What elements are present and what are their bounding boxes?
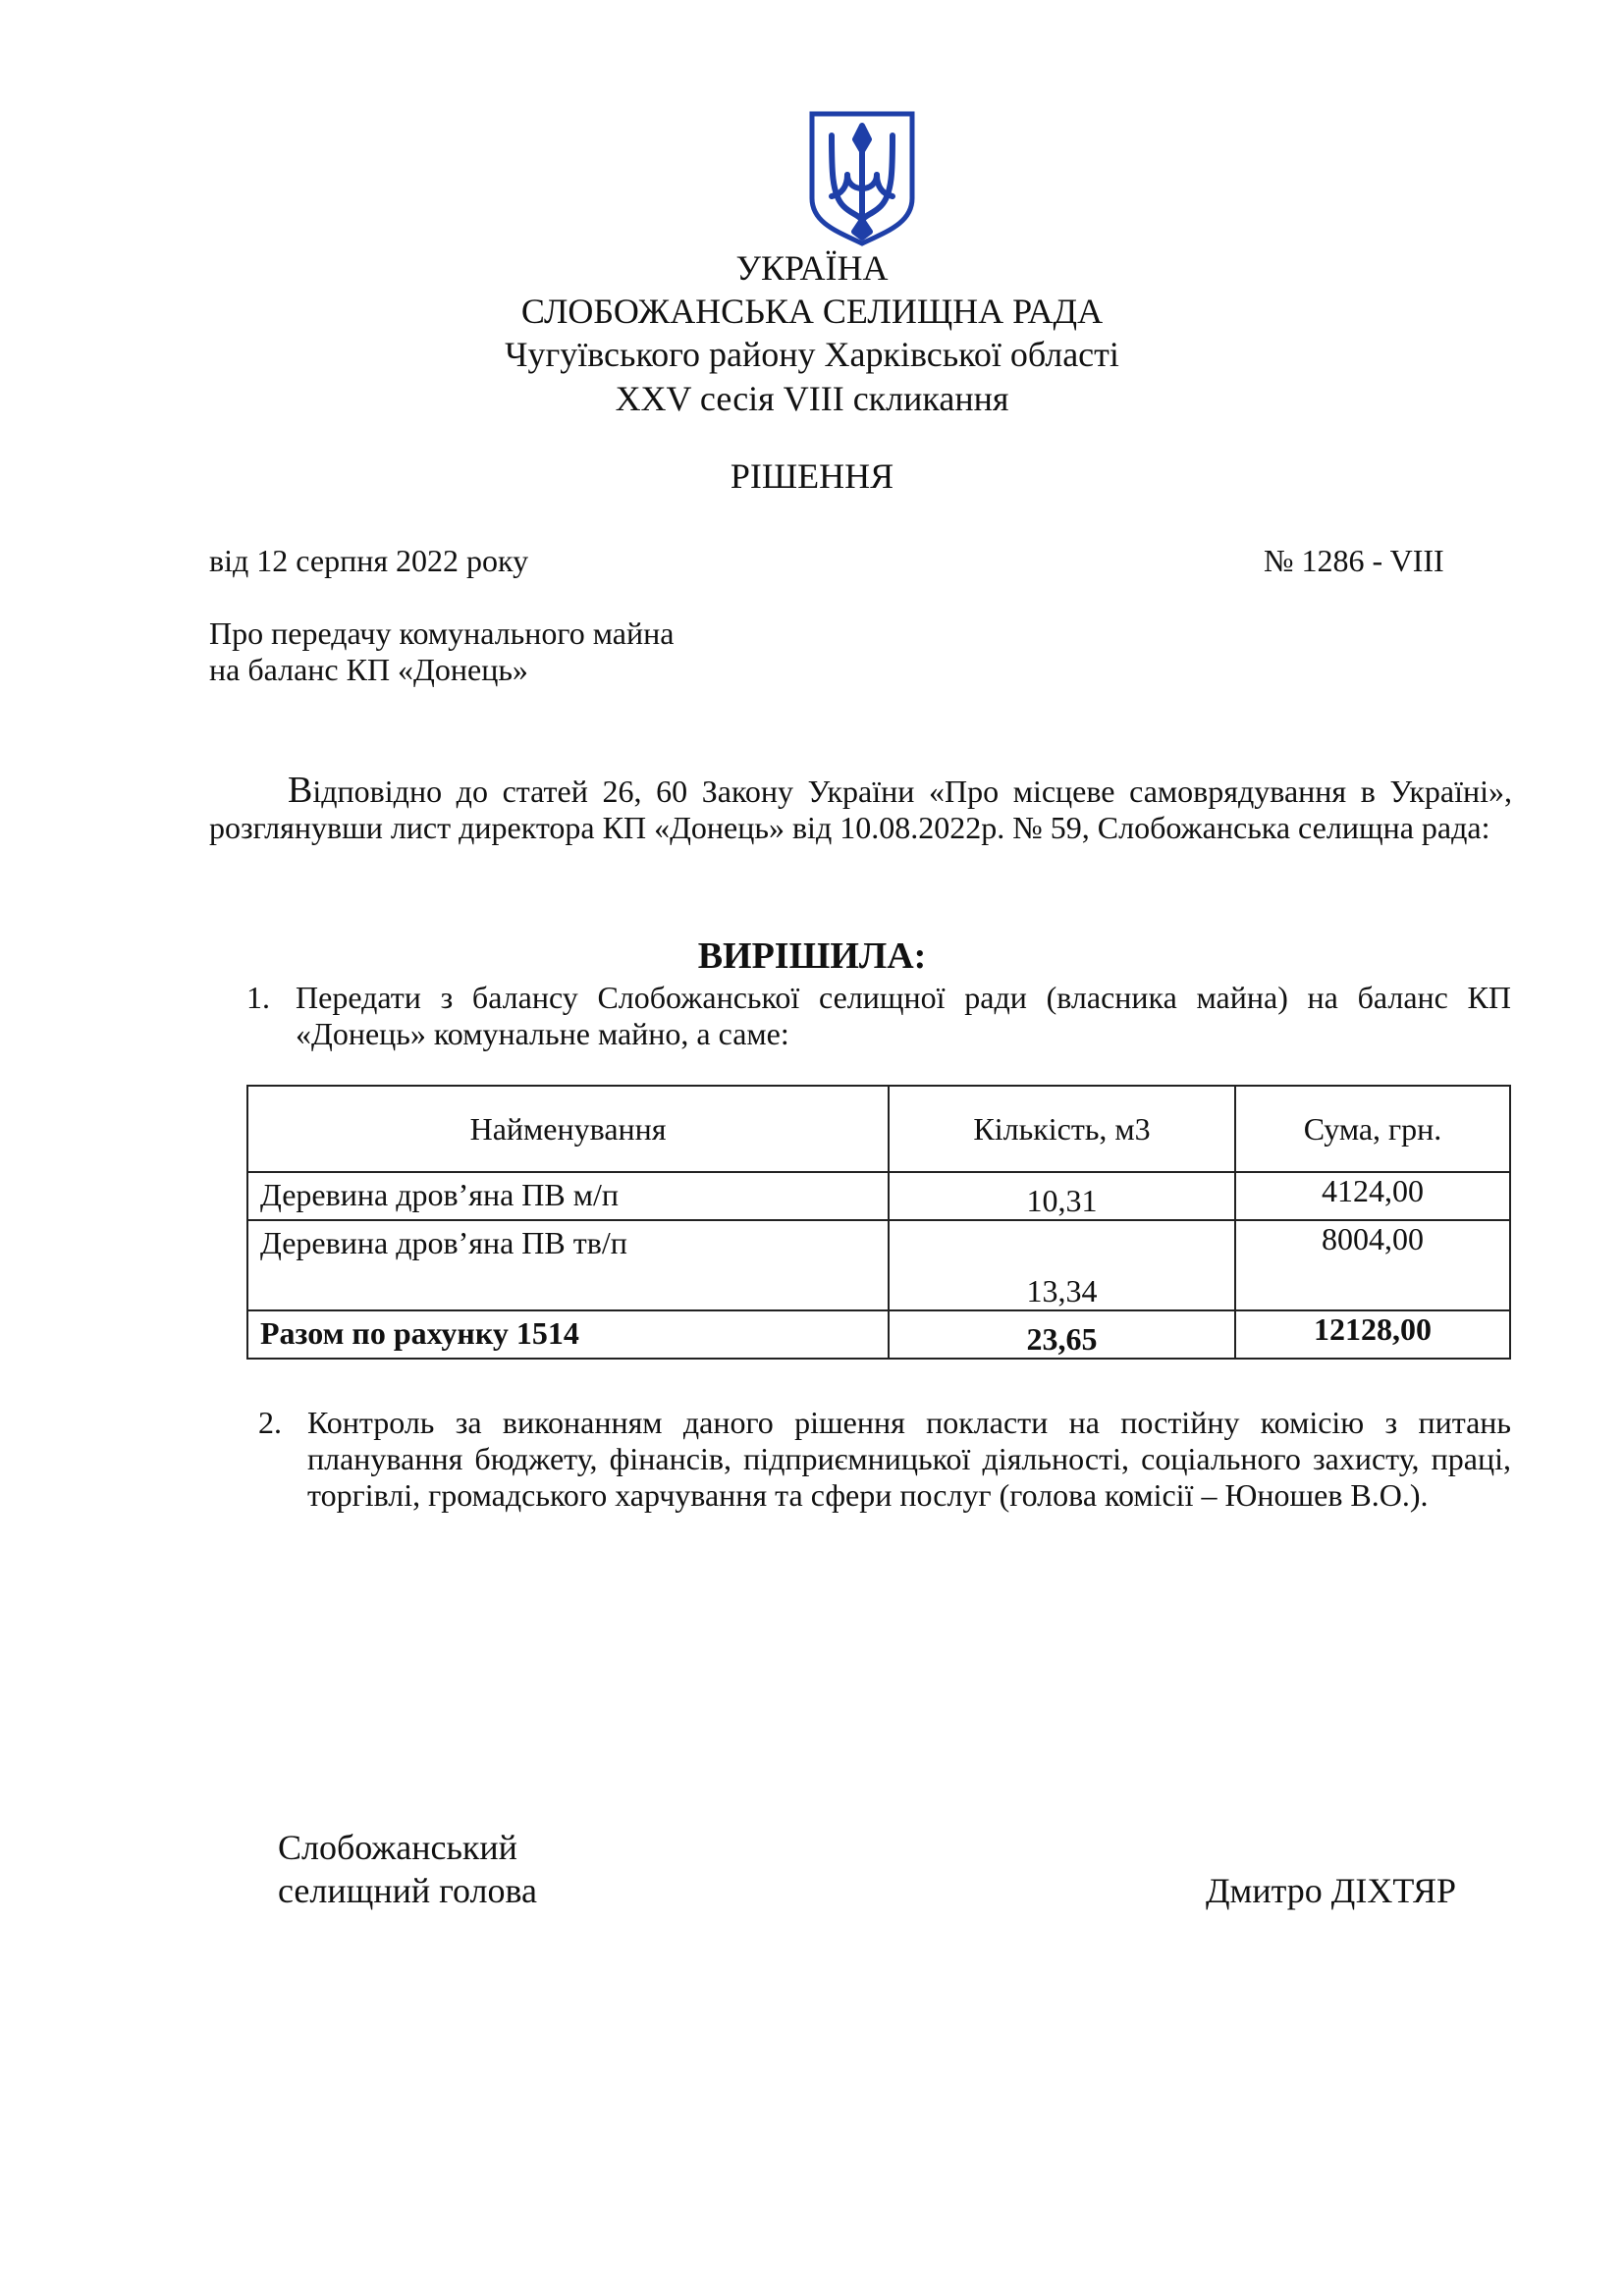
preamble-first-letter: В xyxy=(288,770,313,811)
property-table xyxy=(246,1085,1511,1360)
list-item-2 xyxy=(258,1405,1511,1514)
table-header-quantity: Кількість, м3 xyxy=(889,1086,1235,1172)
list-item-1-text: Передати з балансу Слобожанської селищної ради (власника майна) на баланс КП «Донець» комунальне майно, а саме: xyxy=(296,980,1511,1051)
table-cell-quantity: 13,34 xyxy=(889,1220,1235,1310)
table-cell-name: Деревина дров’яна ПВ м/п xyxy=(247,1172,889,1220)
list-item-2-number: 2. xyxy=(258,1405,282,1440)
table-header-sum: Сума, грн. xyxy=(1235,1086,1510,1172)
table-total-row xyxy=(247,1310,1510,1359)
table-row xyxy=(247,1220,1510,1310)
table-header-row xyxy=(247,1086,1510,1172)
subject-line-1: Про передачу комунального майна xyxy=(209,615,675,651)
header-council: СЛОБОЖАНСЬКА СЕЛИЩНА РАДА xyxy=(520,292,1104,331)
table-header-name: Найменування xyxy=(247,1086,889,1172)
table-cell-sum: 4124,00 xyxy=(1235,1172,1510,1220)
table-total-name: Разом по рахунку 1514 xyxy=(247,1310,889,1359)
header-country: УКРАЇНА xyxy=(735,248,889,288)
signatory-title-line-1: Слобожанський xyxy=(278,1828,517,1867)
document-type: РІШЕННЯ xyxy=(730,456,894,496)
document-number: № 1286 - VIII xyxy=(1264,543,1444,578)
resolved-heading: ВИРІШИЛА: xyxy=(697,935,927,977)
signatory-name: Дмитро ДІХТЯР xyxy=(1206,1871,1456,1910)
signatory-title-line-2: селищний голова xyxy=(278,1871,538,1910)
document-date: від 12 серпня 2022 року xyxy=(209,543,529,578)
list-item-1 xyxy=(246,980,1511,1052)
subject-line-2: на баланс КП «Донець» xyxy=(209,652,528,687)
preamble-text: ідповідно до статей 26, 60 Закону України «Про місцеве самоврядування в Україні», розглянувши лист директора КП «Донець» від 10.08.2022р. № 59, Слобожанська селищна рада: xyxy=(209,774,1512,845)
preamble xyxy=(209,770,1512,846)
header-district: Чугуївського району Харківської області xyxy=(505,335,1119,374)
header-session: XXV сесія VIII скликання xyxy=(615,379,1009,418)
table-total-quantity: 23,65 xyxy=(889,1310,1235,1359)
list-item-2-text: Контроль за виконанням даного рішення покласти на постійну комісію з питань планування бюджету, фінансів, підприємницької діяльності, соціального захисту, праці, торгівлі, громадського харчування та сфери послуг (голова комісії – Юношев В.О.). xyxy=(307,1405,1511,1513)
table-row xyxy=(247,1172,1510,1220)
table-cell-quantity: 10,31 xyxy=(889,1172,1235,1220)
table-total-sum: 12128,00 xyxy=(1235,1310,1510,1359)
table-cell-sum: 8004,00 xyxy=(1235,1220,1510,1310)
table-cell-name: Деревина дров’яна ПВ тв/п xyxy=(247,1220,889,1310)
list-item-1-number: 1. xyxy=(246,980,270,1015)
coat-of-arms-icon xyxy=(808,110,916,247)
